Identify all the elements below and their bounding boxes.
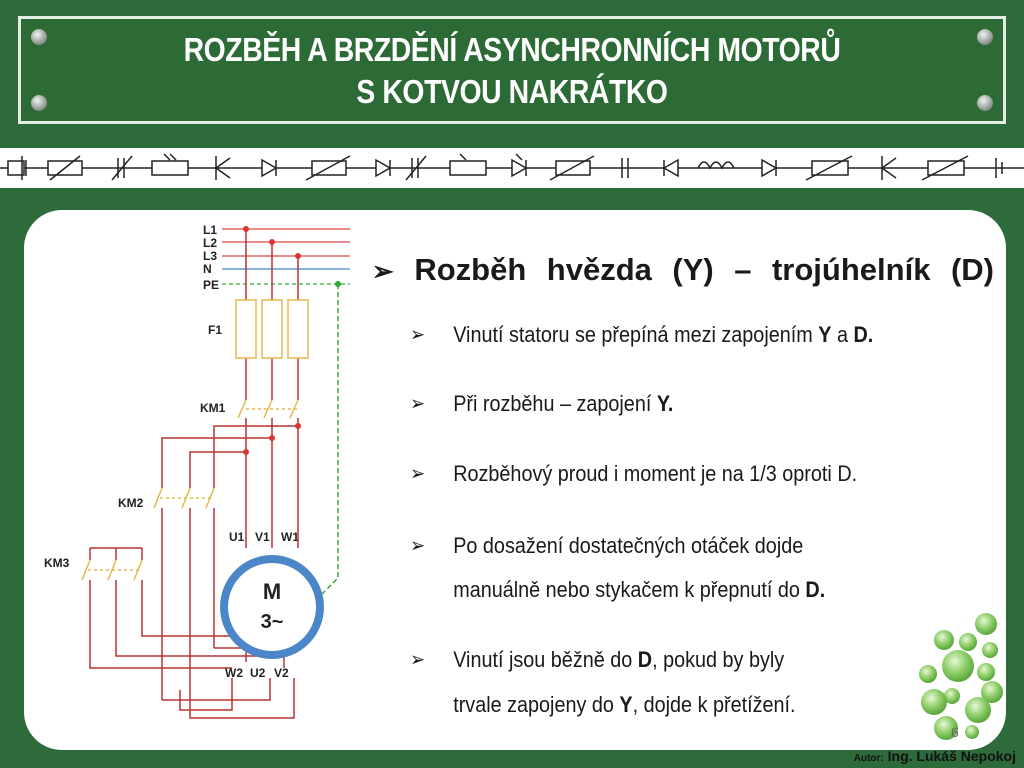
decorative-bubbles-icon [910,608,1010,748]
section-heading [372,246,994,295]
bullet-emphasis: D. [805,577,826,602]
bullet-emphasis: Y. [656,391,674,416]
arrow-bullet-icon: ➢ [410,649,426,671]
bullet-text: , pokud by byly [652,647,785,672]
author-name: Ing. Lukáš Nepokoj [887,748,1016,764]
motor-phase: 3~ [260,611,284,633]
terminal-w2: W2 [225,666,243,680]
pe-node [335,281,341,287]
line-label-l1: L1 [203,223,218,237]
line-label-n: N [203,262,212,276]
bullet-text: trvale zapojeny do [453,692,620,717]
fuse-f1-icon [236,300,308,358]
bullet-emphasis: Y [619,692,633,717]
bullet-text: Po dosažení dostatečných otáček dojde [453,533,804,558]
contactor-label-km1: KM1 [200,401,226,415]
terminal-w1: W1 [281,530,299,544]
title-line-1: ROZBĚH A BRZDĚNÍ ASYNCHRONNÍCH MOTORŮ [183,31,841,68]
bullet-text: Při rozběhu – zapojení [453,391,657,416]
bullet-text: Vinutí jsou běžně do [453,647,638,672]
terminal-u2: U2 [250,666,266,680]
terminal-v1: V1 [255,530,270,544]
contactor-label-km3: KM3 [44,556,70,570]
title-line-2: S KOTVOU NAKRÁTKO [356,73,668,110]
pe-wire [318,284,338,598]
line-label-l2: L2 [203,236,218,250]
terminal-u1: U1 [229,530,245,544]
fuse-label: F1 [208,323,223,337]
bullet-emphasis: Y [818,322,832,347]
line-label-pe: PE [203,278,220,292]
page-number: 6 [951,724,959,740]
bullet-text: a [831,322,854,347]
motor-icon [220,555,324,659]
bullet-text: Vinutí statoru se přepíná mezi zapojením [453,322,819,347]
arrow-bullet-icon: ➢ [410,463,426,485]
arrow-bullet-icon: ➢ [410,324,426,346]
bullet-emphasis: D. [853,322,874,347]
motor-symbol: M [262,579,282,604]
arrow-bullet-icon: ➢ [410,393,426,415]
bullet-text: Rozběhový proud i moment je na 1/3 oproti D. [453,461,858,486]
contactor-label-km2: KM2 [118,496,144,510]
arrow-bullet-icon: ➢ [410,535,426,557]
bullet-emphasis: D [637,647,653,672]
author-label: Autor: [853,753,884,764]
bullet-text: , dojde k přetížení. [632,692,796,717]
line-label-l3: L3 [203,249,218,263]
author-credit [854,748,1016,764]
contactor-contacts [82,400,300,580]
arrow-bullet-icon: ➢ [372,256,394,286]
heading-text: Rozběh hvězda (Y) – trojúhelník (D) [414,252,994,287]
terminal-v2: V2 [274,666,289,680]
bullet-text: manuálně nebo stykačem k přepnutí do [453,577,806,602]
